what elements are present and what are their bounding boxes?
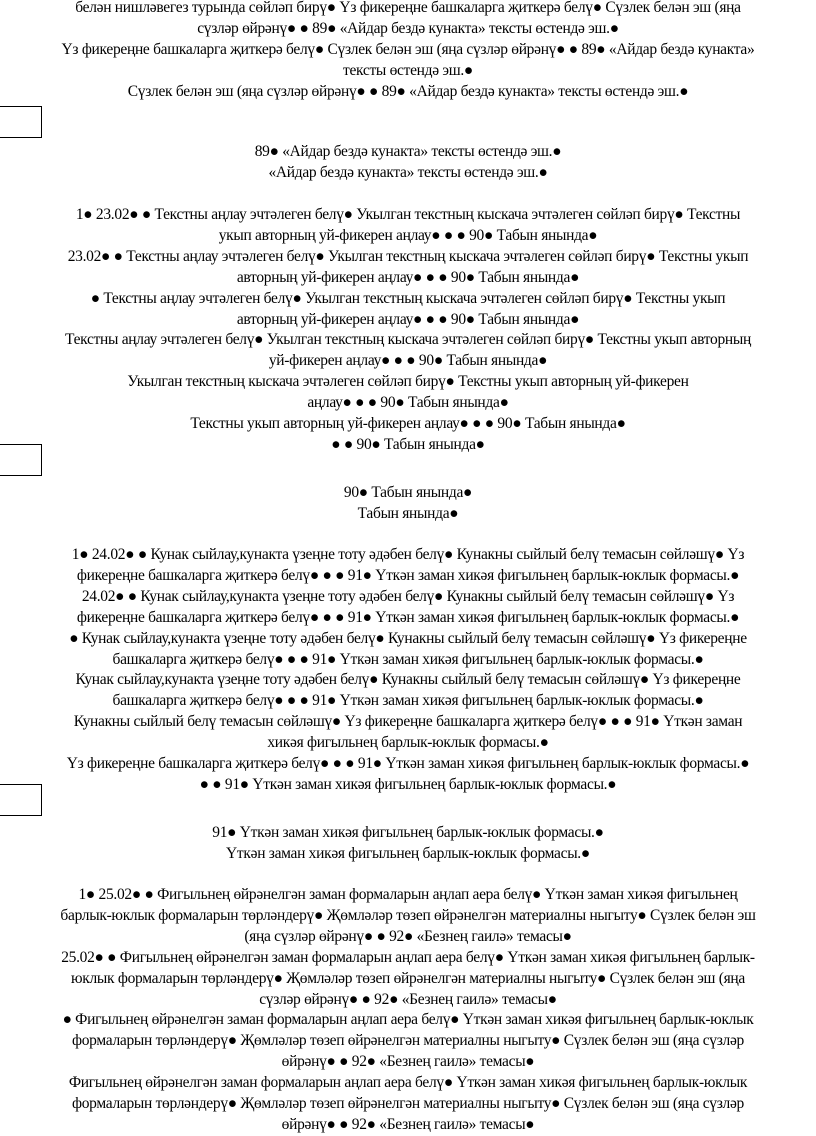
- text-line: Кунакны сыйлый белү темасын сөйләшү● Үз фикереңне башкаларга җиткерә белү● ● ● 91● Үткән заман: [73, 713, 743, 731]
- text-block-lesson-89-cascade: [0, 0, 816, 103]
- text-line: ● ● 90● Табын янында●: [331, 435, 485, 453]
- text-line: 25.02● ● Фигыльнең өйрәнелгән заман формаларын аңлап аера белү● Үткән заман хикәя фигыльнең барлык-: [61, 948, 755, 966]
- text-line: фикереңне башкаларга җиткерә белү● ● ● 91● Үткән заман хикәя фигыльнең барлык-юклык формасы.●: [76, 566, 740, 584]
- text-line: укып авторның уй-фикерен аңлау● ● ● 90● Табын янында●: [218, 226, 598, 244]
- text-line: уй-фикерен аңлау● ● ● 90● Табын янында●: [268, 352, 548, 370]
- text-line: өйрәнү● ● 92● «Безнең гаилә» темасы●: [281, 1115, 535, 1133]
- empty-table-cell: [0, 444, 42, 476]
- text-line: Укылган текстның кыскача эчтәлеген сөйләп бирү● Текстны укып авторның уй-фикерен: [127, 373, 689, 391]
- text-line: формаларын төрләндерү● Җөмләләр төзеп өйрәнелгән материалны ныгыту● Сүзлек белән эш (яңа сүзләр: [72, 1032, 744, 1050]
- text-line: Текстны аңлау эчтәлеген белү● Укылган текстның кыскача эчтәлеген сөйләп бирү● Текстны укып авторның: [65, 331, 751, 349]
- text-line: тексты өстендә эш.●: [343, 61, 473, 79]
- text-block-lesson-90-cascade: [0, 205, 816, 456]
- text-line: Үткән заман хикәя фигыльнең барлык-юклык формасы.●: [226, 844, 590, 862]
- text-line: Сүзлек белән эш (яңа сүзләр өйрәнү● ● 89● «Айдар бездә кунакта» тексты өстендә эш.●: [127, 82, 689, 100]
- text-line: ● ● 91● Үткән заман хикәя фигыльнең барлык-юклык формасы.●: [199, 775, 617, 793]
- text-block-lesson-92-cascade: [0, 885, 816, 1136]
- empty-table-cell: [0, 784, 42, 816]
- text-line: Кунак сыйлау,кунакта үзеңне тоту әдәбен белү● Кунакны сыйлый белү темасын сөйләшү● Үз фикереңне: [75, 671, 741, 689]
- text-line: 1● 24.02● ● Кунак сыйлау,кунакта үзеңне тоту әдәбен белү● Кунакны сыйлый белү темасын сөйләшү● Үз: [71, 546, 745, 563]
- text-line: ● Кунак сыйлау,кунакта үзеңне тоту әдәбен белү● Кунакны сыйлый белү темасын сөйләшү● Үз фикереңне: [69, 629, 747, 647]
- text-line: Текстны укып авторның уй-фикерен аңлау● ● ● 90● Табын янында●: [190, 415, 626, 433]
- text-block-lesson-91-cascade: [0, 545, 816, 796]
- text-line: авторның уй-фикерен аңлау● ● ● 90● Табын янында●: [236, 310, 580, 328]
- text-block-lesson-89-title: [0, 142, 816, 184]
- text-line: 91● Үткән заман хикәя фигыльнең барлык-юклык формасы.●: [212, 824, 604, 841]
- text-line: юклык формаларын төрләндерү● Җөмләләр төзеп өйрәнелгән материалны ныгыту● Сүзлек белән эш (яңа: [71, 969, 745, 987]
- text-line: хикәя фигыльнең барлык-юклык формасы.●: [267, 734, 549, 752]
- text-line: Табын янында●: [357, 504, 459, 522]
- text-line: (яңа сүзләр өйрәнү● ● 92● «Безнең гаилә» темасы●: [244, 927, 572, 945]
- text-line: авторның уй-фикерен аңлау● ● ● 90● Табын янында●: [236, 268, 580, 286]
- text-line: белән нишләвегез турында сөйләп бирү● Үз фикереңне башкаларга җиткерә белү● Сүзлек белән эш (яңа: [75, 0, 741, 16]
- text-line: 23.02● ● Текстны аңлау эчтәлеген белү● Укылган текстның кыскача эчтәлеген сөйләп бирү● Текстны укып: [67, 247, 749, 265]
- text-line: өйрәнү● ● 92● «Безнең гаилә» темасы●: [281, 1053, 535, 1071]
- text-line: ● Текстны аңлау эчтәлеген белү● Укылган текстның кыскача эчтәлеген сөйләп бирү● Текстны укып: [90, 289, 726, 307]
- text-line: башкаларга җиткерә белү● ● ● 91● Үткән заман хикәя фигыльнең барлык-юклык формасы.●: [112, 692, 704, 710]
- text-line: барлык-юклык формаларын төрләндерү● Җөмләләр төзеп өйрәнелгән материалны ныгыту● Сүзлек белән эш: [60, 906, 756, 924]
- text-line: Фигыльнең өйрәнелгән заман формаларын аңлап аера белү● Үткән заман хикәя фигыльнең барлык-юклык: [68, 1074, 748, 1092]
- text-line: Үз фикереңне башкаларга җиткерә белү● Сүзлек белән эш (яңа сүзләр өйрәнү● ● 89● «Айдар бездә кунакта»: [61, 40, 755, 58]
- text-line: 89● «Айдар бездә кунакта» тексты өстендә эш.●: [254, 143, 562, 160]
- text-line: 1● 23.02● ● Текстны аңлау эчтәлеген белү● Укылган текстның кыскача эчтәлеген сөйләп бирү● Текстны: [75, 206, 741, 223]
- text-line: Үз фикереңне башкаларга җиткерә белү● ● ● 91● Үткән заман хикәя фигыльнең барлык-юклык формасы.●: [66, 755, 750, 773]
- text-line: 1● 25.02● ● Фигыльнең өйрәнелгән заман формаларын аңлап аера белү● Үткән заман хикәя фигыльнең: [78, 886, 738, 903]
- text-block-lesson-91-title: [0, 823, 816, 865]
- text-line: фикереңне башкаларга җиткерә белү● ● ● 91● Үткән заман хикәя фигыльнең барлык-юклык формасы.●: [76, 608, 740, 626]
- text-line: сүзләр өйрәнү● ● 89● «Айдар бездә кунакта» тексты өстендә эш.●: [197, 19, 619, 37]
- text-line: башкаларга җиткерә белү● ● ● 91● Үткән заман хикәя фигыльнең барлык-юклык формасы.●: [112, 650, 704, 668]
- text-line: сүзләр өйрәнү● ● 92● «Безнең гаилә» темасы●: [259, 990, 557, 1008]
- text-line: формаларын төрләндерү● Җөмләләр төзеп өйрәнелгән материалны ныгыту● Сүзлек белән эш (яңа сүзләр: [72, 1095, 744, 1113]
- text-line: ● Фигыльнең өйрәнелгән заман формаларын аңлап аера белү● Үткән заман хикәя фигыльнең барлык-юклык: [62, 1011, 754, 1029]
- text-line: «Айдар бездә кунакта» тексты өстендә эш.●: [268, 163, 548, 181]
- text-block-lesson-90-title: [0, 483, 816, 525]
- text-line: аңлау● ● ● 90● Табын янында●: [307, 394, 509, 412]
- text-line: 90● Табын янында●: [343, 484, 473, 501]
- empty-table-cell: [0, 106, 42, 138]
- text-line: 24.02● ● Кунак сыйлау,кунакта үзеңне тоту әдәбен белү● Кунакны сыйлый белү темасын сөйләшү● Үз: [81, 587, 735, 605]
